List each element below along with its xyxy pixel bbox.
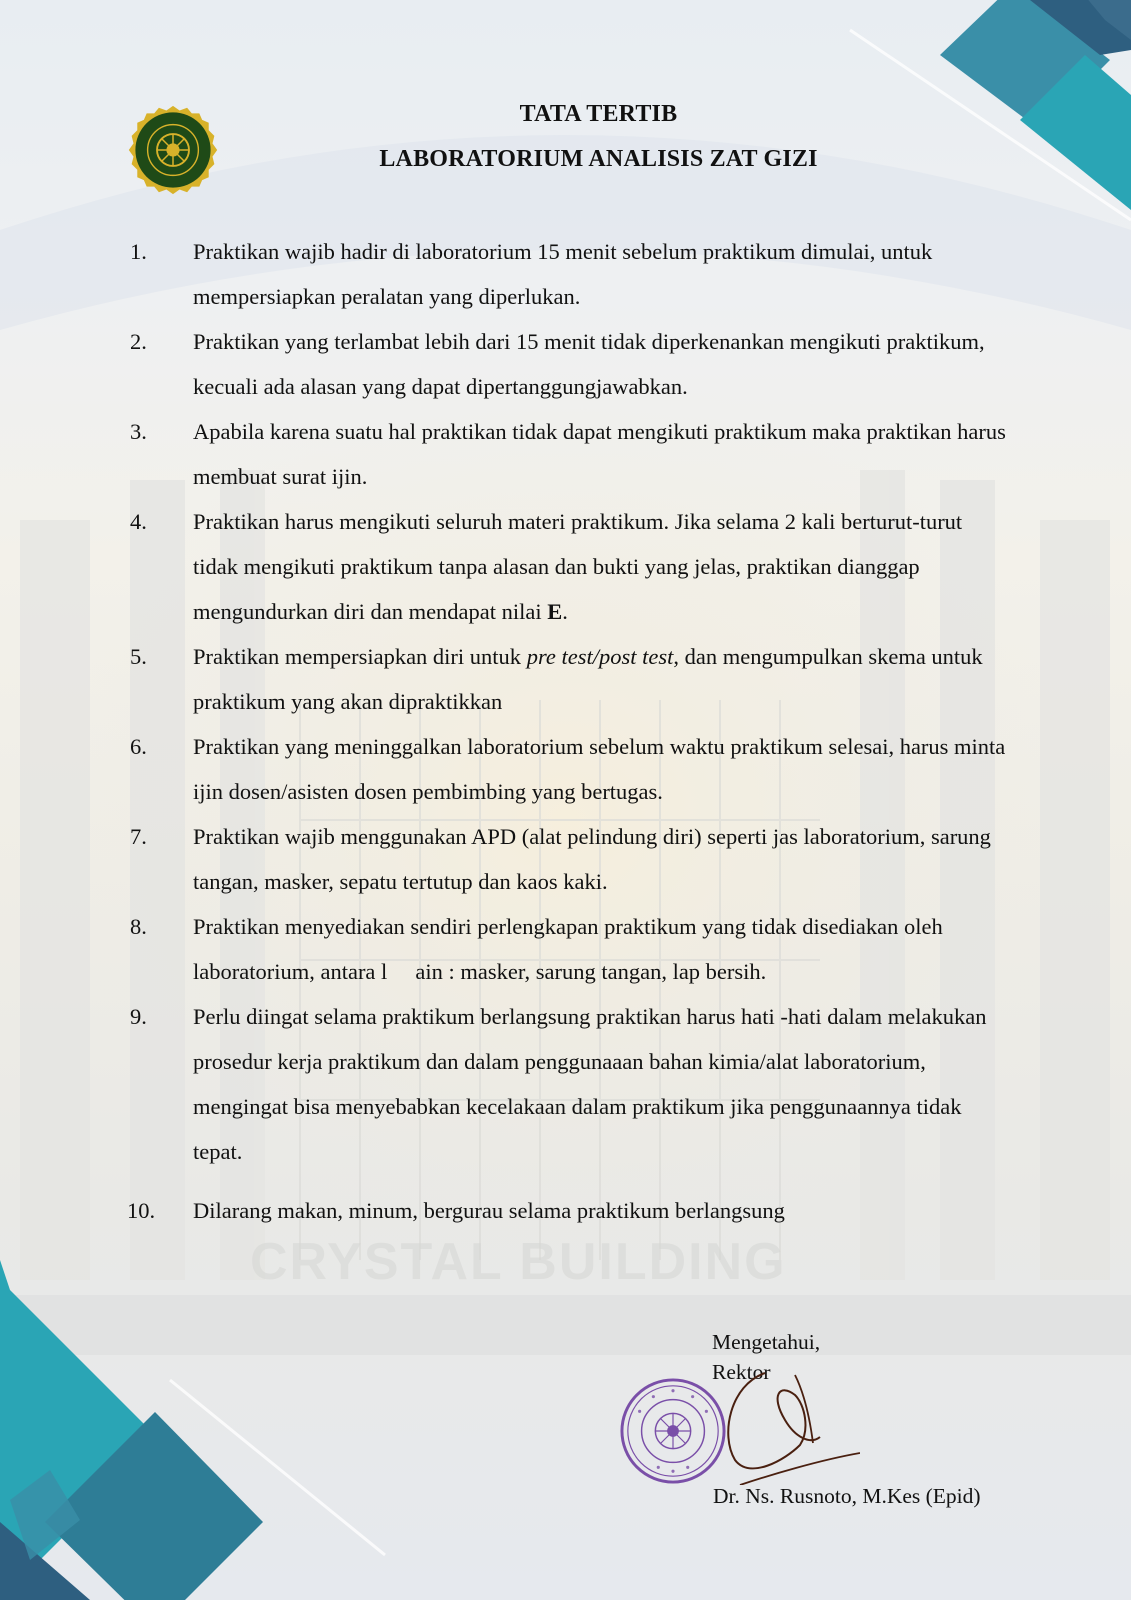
rule-text-end: , dan mengumpulkan skema untuk praktikum yang akan dipraktikkan [193,644,983,714]
rule-text: Praktikan harus mengikuti seluruh materi praktikum. Jika selama 2 kali berturut-turut tidak mengikuti praktikum tanpa alasan dan bukti yang jelas, praktikan dianggap mengundurkan diri dan mendapat nilai [193,509,963,624]
rule-item [130,814,1010,904]
rule-item [130,634,1010,724]
rule-item [130,319,1010,409]
rules-list [127,229,1010,1233]
rule-item [130,724,1010,814]
rule-number: 8. [130,914,147,939]
rule-text: Dilarang makan, minum, bergurau selama praktikum berlangsung [193,1198,785,1223]
watermark-text: CRYSTAL BUILDING [250,1233,787,1291]
rule-item [130,904,1010,994]
rule-number: 7. [130,824,147,849]
rule-text: Praktikan yang meninggalkan laboratorium sebelum waktu praktikum selesai, harus minta ijin dosen/asisten dosen pembimbing yang bertugas. [193,734,1006,804]
document-title: TATA TERTIB [519,101,678,127]
signature-role-label: Rektor [712,1360,771,1384]
rule-text: Praktikan wajib hadir di laboratorium 15 menit sebelum praktikum dimulai, untuk mempersiapkan peralatan yang diperlukan. [193,239,933,309]
rule-text: Perlu diingat selama praktikum berlangsung praktikan harus hati -hati dalam melakukan prosedur kerja praktikum dan dalam penggunaaan bahan kimia/alat laboratorium, mengingat bisa menyebabkan kecelakaan dalam praktikum jika penggunaannya tidak tepat. [193,1004,987,1164]
rule-text-end: . [562,599,568,624]
rule-item [127,1188,1010,1233]
rule-number: 5. [130,644,147,669]
rule-number: 6. [130,734,147,759]
rule-text: Apabila karena suatu hal praktikan tidak dapat mengikuti praktikum maka praktikan harus membuat surat ijin. [193,419,1006,489]
rule-item [130,499,1010,634]
rector-signature [710,1365,860,1485]
rule-number: 2. [130,329,147,354]
document-subtitle: LABORATORIUM ANALISIS ZAT GIZI [379,146,818,172]
rule-text: Praktikan yang terlambat lebih dari 15 menit tidak diperkenankan mengikuti praktikum, kecuali ada alasan yang dapat dipertanggungjawabkan. [193,329,985,399]
rule-number: 3. [130,419,147,444]
rule-text: Praktikan wajib menggunakan APD (alat pelindung diri) seperti jas laboratorium, sarung tangan, masker, sepatu tertutup dan kaos kaki. [193,824,991,894]
rule-number: 10. [127,1198,156,1223]
rule-grade-bold: E [547,599,563,624]
rule-text: Praktikan mempersiapkan diri untuk [193,644,527,669]
rule-text: Praktikan menyediakan sendiri perlengkapan praktikum yang tidak disediakan oleh laboratorium, antara l ain : masker, sarung tangan, lap bersih. [193,914,949,984]
bottom-left-corner-decoration [0,1260,270,1600]
rule-item [130,229,1010,319]
rule-number: 1. [130,239,147,264]
signatory-name: Dr. Ns. Rusnoto, M.Kes (Epid) [713,1484,981,1508]
rule-item [130,994,1010,1174]
signature-acknowledged-label: Mengetahui, [712,1330,821,1354]
rule-number: 9. [130,1004,147,1029]
rule-item [130,409,1010,499]
rule-number: 4. [130,509,147,534]
rule-test-italic: pre test/post test [526,644,674,669]
